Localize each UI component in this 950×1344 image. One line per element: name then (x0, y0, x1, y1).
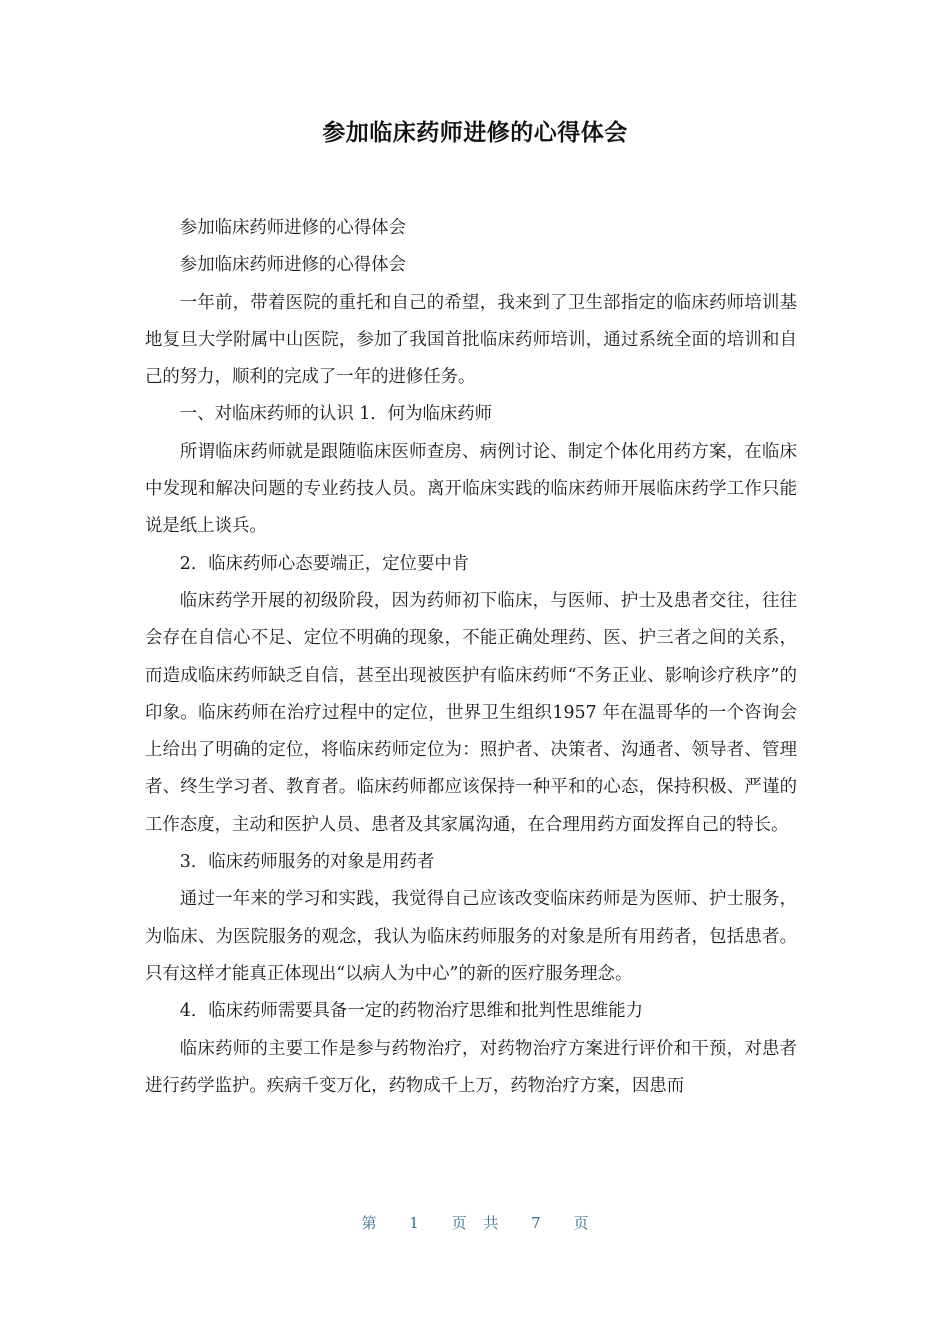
paragraph: 临床药学开展的初级阶段，因为药师初下临床，与医师、护士及患者交往，往往会存在自信心不足、定位不明确的现象，不能正确处理药、医、护三者之间的关系，而造成临床药师缺乏自信，甚至出现被医护有临床药师“不务正业、影响诊疗秩序”的印象。临床药师在治疗过程中的定位，世界卫生组织1957 年在温哥华的一个咨询会上给出了明确的定位，将临床药师定位为：照护者、决策者、沟通者、领导者、管理者、终生学习者、教育者。临床药师都应该保持一种平和的心态，保持积极、严谨的工作态度，主动和医护人员、患者及其家属沟通，在合理用药方面发挥自己的特长。 (145, 590, 797, 835)
current-page-number: 1 (409, 1214, 419, 1232)
paragraph: 一年前，带着医院的重托和自己的希望，我来到了卫生部指定的临床药师培训基地复旦大学附属中山医院，参加了我国首批临床药师培训，通过系统全面的培训和自己的努力，顺利的完成了一年的进修任务。 (145, 292, 797, 388)
total-pages-number: 7 (531, 1214, 541, 1232)
section-heading: 2．临床药师心态要端正，定位要中肯 (179, 553, 470, 574)
paragraph: 所谓临床药师就是跟随临床医师查房、病例讨论、制定个体化用药方案，在临床中发现和解决问题的专业药技人员。离开临床实践的临床药师开展临床药学工作只能说是纸上谈兵。 (145, 441, 797, 537)
section-heading: 3．临床药师服务的对象是用药者 (179, 852, 435, 873)
paragraph: 临床药师的主要工作是参与药物治疗，对药物治疗方案进行评价和干预，对患者进行药学监护。疾病千变万化，药物成千上万，药物治疗方案，因患而 (145, 1038, 797, 1096)
paragraph: 参加临床药师进修的心得体会 (179, 218, 406, 238)
footer-prefix: 第 (361, 1214, 377, 1232)
paragraph: 通过一年来的学习和实践，我觉得自己应该改变临床药师是为医师、护士服务，为临床、为医院服务的观念，我认为临床药师服务的对象是所有用药者，包括患者。只有这样才能真正体现出“以病人为中心”的新的医疗服务理念。 (145, 889, 797, 984)
document-title: 参加临床药师进修的心得体会 (322, 120, 628, 146)
footer-suffix: 页 (573, 1214, 589, 1232)
page-footer (0, 1212, 950, 1233)
section-heading: 4．临床药师需要具备一定的药物治疗思维和批判性思维能力 (179, 1001, 644, 1022)
section-heading: 一、对临床药师的认识 1．何为临床药师 (179, 404, 493, 425)
footer-middle: 页 共 (451, 1214, 499, 1232)
paragraph: 参加临床药师进修的心得体会 (179, 255, 406, 276)
document-body (145, 210, 797, 1105)
